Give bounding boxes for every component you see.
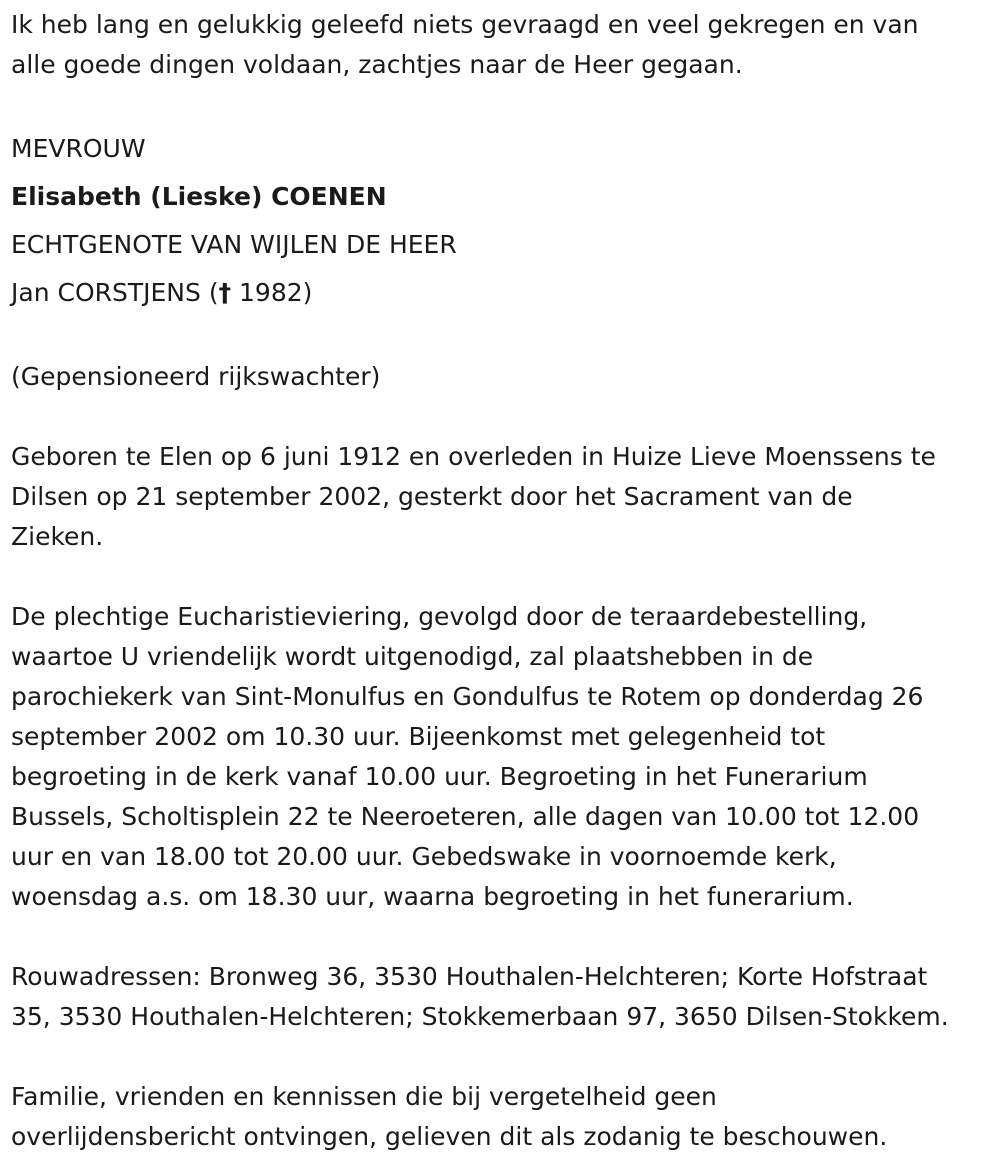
closing-paragraph [11, 1077, 996, 1157]
deceased-block [11, 125, 996, 317]
spacer [11, 917, 996, 957]
addresses-paragraph [11, 957, 996, 1037]
honorific: MEVROUW [11, 134, 146, 163]
deceased-name: Elisabeth (Lieske) COENEN [11, 182, 387, 211]
spacer [11, 85, 996, 125]
spacer [11, 557, 996, 597]
paragraph-line: Geboren te Elen op 6 juni 1912 en overleden in Huize Lieve Moenssens te [11, 442, 936, 471]
spouse [11, 269, 996, 317]
spouse-name: Jan CORSTJENS ( [11, 278, 219, 307]
paragraph-line: woensdag a.s. om 18.30 uur, waarna begroeting in het funerarium. [11, 882, 854, 911]
intro-verse [11, 5, 996, 85]
paragraph-line: parochiekerk van Sint-Monulfus en Gondulfus te Rotem op donderdag 26 [11, 682, 924, 711]
spacer [11, 1037, 996, 1077]
intro-line: Ik heb lang en gelukkig geleefd niets gevraagd en veel gekregen en van [11, 10, 919, 39]
paragraph-line: september 2002 om 10.30 uur. Bijeenkomst met gelegenheid tot [11, 722, 826, 751]
birth-death-paragraph [11, 437, 996, 557]
spacer [11, 317, 996, 357]
spacer [11, 397, 996, 437]
ceremony-paragraph [11, 597, 996, 917]
paragraph-line: Bussels, Scholtisplein 22 te Neeroeteren, alle dagen van 10.00 tot 12.00 [11, 802, 920, 831]
paragraph-line: Rouwadressen: Bronweg 36, 3530 Houthalen-Helchteren; Korte Hofstraat [11, 962, 928, 991]
paragraph-line: Zieken. [11, 522, 104, 551]
paragraph-line: Dilsen op 21 september 2002, gesterkt door het Sacrament van de [11, 482, 853, 511]
spouse-year: 1982) [231, 278, 313, 307]
paragraph-line: waartoe U vriendelijk wordt uitgenodigd, zal plaatshebben in de [11, 642, 814, 671]
relation: ECHTGENOTE VAN WIJLEN DE HEER [11, 230, 457, 259]
intro-line: alle goede dingen voldaan, zachtjes naar de Heer gegaan. [11, 50, 743, 79]
paragraph-line: De plechtige Eucharistieviering, gevolgd door de teraardebestelling, [11, 602, 868, 631]
paragraph-line: 35, 3530 Houthalen-Helchteren; Stokkemerbaan 97, 3650 Dilsen-Stokkem. [11, 1002, 949, 1031]
death-notice [11, 5, 996, 1157]
paragraph-line: begroeting in de kerk vanaf 10.00 uur. Begroeting in het Funerarium [11, 762, 868, 791]
paragraph-line: uur en van 18.00 tot 20.00 uur. Gebedswake in voornoemde kerk, [11, 842, 837, 871]
paragraph-line: overlijdensbericht ontvingen, gelieven dit als zodanig te beschouwen. [11, 1122, 888, 1151]
occupation: (Gepensioneerd rijkswachter) [11, 362, 381, 391]
cross-icon: † [218, 278, 232, 307]
paragraph-line: Familie, vrienden en kennissen die bij vergetelheid geen [11, 1082, 717, 1111]
